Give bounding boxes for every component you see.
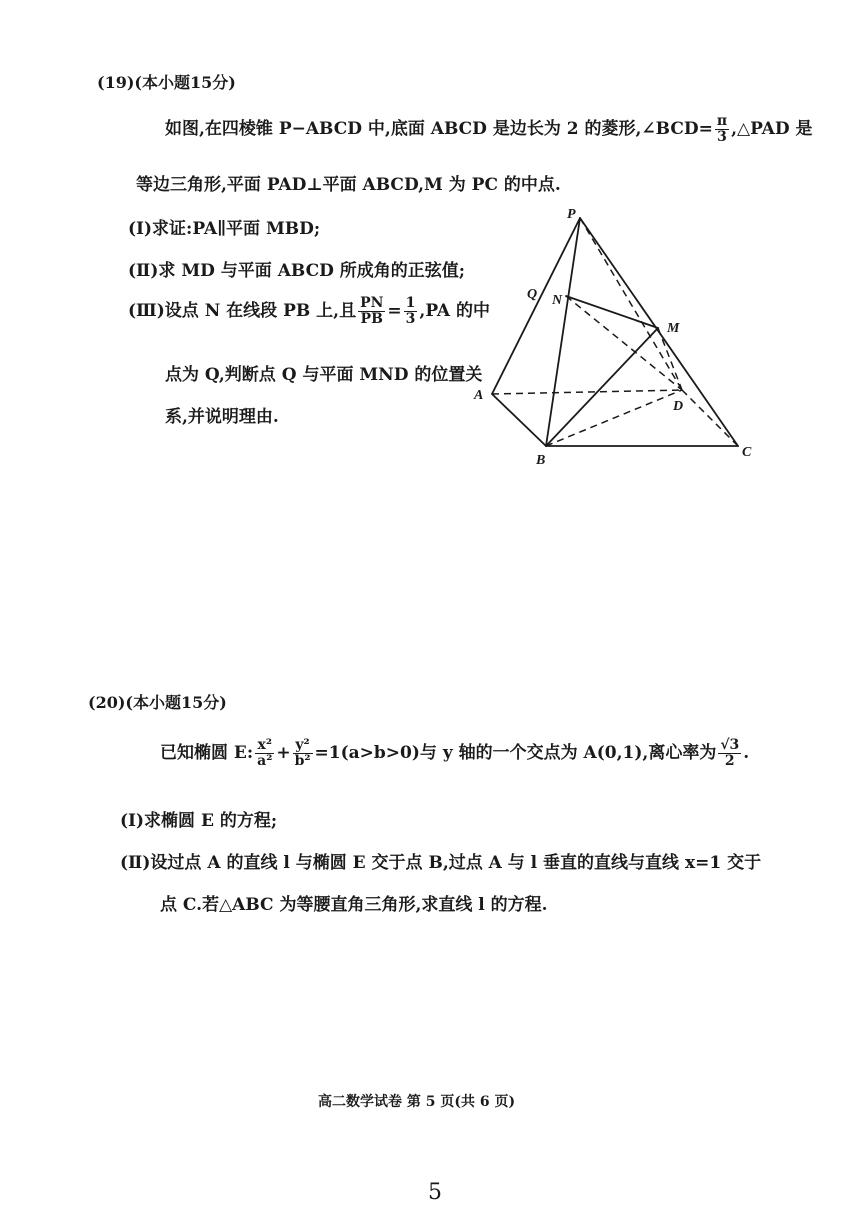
ratio-num: PN <box>360 295 384 312</box>
q20-part2-line1: (Ⅱ)设过点 A 的直线 l 与椭圆 E 交于点 B,过点 A 与 l 垂直的直线与直线 x=1 交于 <box>120 853 762 873</box>
q19-part3-a: (Ⅲ)设点 N 在线段 PB 上,且 <box>128 301 357 321</box>
eccentricity-fraction <box>718 738 741 768</box>
label-d: D <box>673 399 684 414</box>
q19-stem-line1 <box>165 114 813 145</box>
q19-part2: (Ⅱ)求 MD 与平面 ABCD 所成角的正弦值; <box>128 261 466 281</box>
q19-stem-a: 如图,在四棱锥 P−ABCD 中,底面 ABCD 是边长为 2 的菱形,∠BCD= <box>165 119 713 139</box>
equals-sign: = <box>387 301 402 321</box>
hidden-edge-dc <box>682 390 738 446</box>
q19-part3-line1 <box>128 296 490 327</box>
hidden-edge-ad <box>492 390 682 394</box>
q19-part3-line2: 点为 Q,判断点 Q 与平面 MND 的位置关 <box>165 365 483 385</box>
q19-stem-b: ,△PAD 是 <box>731 119 813 139</box>
label-b: B <box>536 453 546 466</box>
b2: b² <box>294 753 311 769</box>
q20-stem-end: . <box>743 743 750 763</box>
segment-bm <box>546 328 658 446</box>
hidden-segment-bd <box>546 390 682 446</box>
label-c: C <box>742 445 752 460</box>
one-third-den: 3 <box>405 311 416 327</box>
one-third-num: 1 <box>405 295 416 312</box>
label-m: M <box>667 321 680 336</box>
x2: x² <box>255 738 274 754</box>
q20-stem-a: 已知椭圆 E: <box>160 743 254 763</box>
angle-fraction-den: 3 <box>717 129 727 145</box>
edge-ab <box>492 394 546 446</box>
label-p: P <box>567 207 576 222</box>
ratio-fraction-one-third <box>404 296 418 326</box>
q19-stem-line2: 等边三角形,平面 PAD⊥平面 ABCD,M 为 PC 的中点. <box>136 175 561 195</box>
q20-stem-b: =1(a>b>0)与 y 轴的一个交点为 A(0,1),离心率为 <box>314 743 717 763</box>
pyramid-figure <box>470 206 770 466</box>
q20-header: (20)(本小题15分) <box>88 693 227 712</box>
ecc-num: √3 <box>720 737 740 754</box>
x2-over-a2 <box>255 738 274 768</box>
a2: a² <box>257 753 273 769</box>
label-n: N <box>552 293 563 308</box>
ratio-fraction-pn-pb <box>358 296 385 326</box>
ecc-den: 2 <box>724 753 735 769</box>
y2-over-b2 <box>293 738 313 768</box>
page-number: 5 <box>428 1180 442 1205</box>
hidden-edge-pd <box>580 218 682 390</box>
angle-fraction <box>715 114 729 144</box>
q19-part3-b: ,PA 的中 <box>419 301 490 321</box>
label-a: A <box>474 388 484 403</box>
y2: y² <box>293 738 313 754</box>
q20-stem <box>160 738 749 769</box>
angle-fraction-num: π <box>716 113 728 130</box>
plus-sign: + <box>276 743 291 763</box>
footer-text: 高二数学试卷 第 5 页(共 6 页) <box>318 1094 516 1110</box>
q19-header: (19)(本小题15分) <box>97 73 236 92</box>
ratio-den: PB <box>360 311 383 327</box>
q19-part3-line3: 系,并说明理由. <box>165 407 279 427</box>
q19-part1: (Ⅰ)求证:PA∥平面 MBD; <box>128 219 321 239</box>
label-q: Q <box>527 287 538 302</box>
q20-part1: (Ⅰ)求椭圆 E 的方程; <box>120 811 278 831</box>
q20-part2-line2: 点 C.若△ABC 为等腰直角三角形,求直线 l 的方程. <box>160 895 548 915</box>
